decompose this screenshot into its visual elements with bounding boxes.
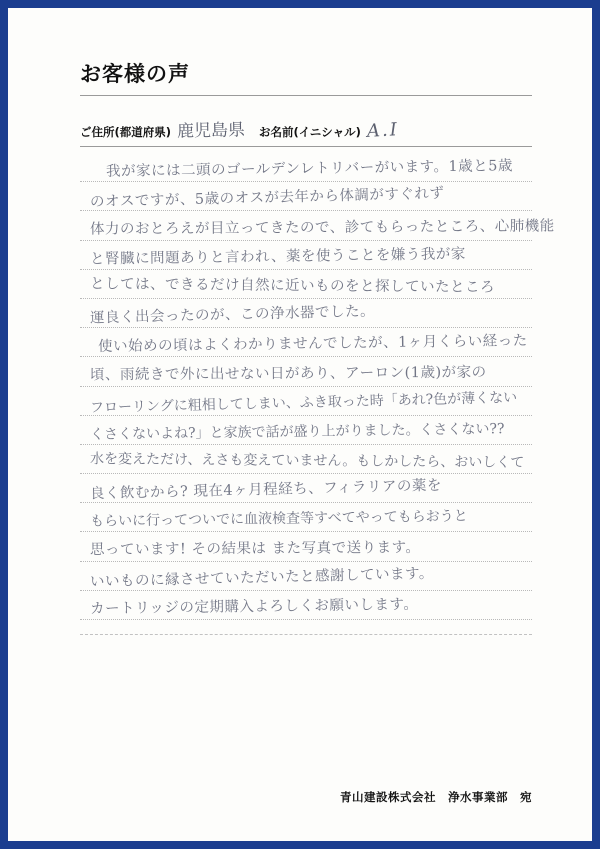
handwritten-line	[80, 270, 532, 299]
handwritten-line-text: いいものに縁させていただいたと感謝しています。	[89, 565, 435, 591]
handwritten-line	[80, 474, 532, 503]
handwritten-line-text: と腎臓に問題ありと言われ、薬を使うことを嫌う我が家	[89, 246, 466, 268]
address-value: 鹿児島県	[176, 120, 246, 142]
handwritten-line	[80, 591, 532, 620]
handwritten-line	[80, 357, 532, 386]
handwritten-line	[80, 445, 532, 474]
company-signature: 青山建設株式会社 浄水事業部 宛	[340, 790, 532, 804]
handwritten-line-text: もらいに行ってついでに血液検査等すべてやってもらおうと	[89, 508, 468, 531]
page-title: お客様の声	[80, 62, 190, 86]
title-divider	[80, 95, 532, 96]
handwritten-line	[80, 503, 532, 532]
name-field	[259, 120, 405, 142]
handwritten-line-text: 体力のおとろえが目立ってきたので、診てもらったところ、心肺機能	[89, 217, 555, 238]
handwritten-line	[80, 416, 532, 445]
signature-area	[80, 721, 532, 811]
fields-divider	[80, 146, 532, 147]
handwritten-line	[80, 241, 532, 270]
handwritten-line-text: としては、できるだけ自然に近いものをと探していたところ	[89, 276, 496, 296]
handwritten-line-text: 良く飲むから? 現在4ヶ月程経ち、フィラリアの薬を	[89, 477, 443, 503]
handwritten-body	[80, 153, 555, 673]
handwritten-line-text: フローリングに粗相してしまい、ふき取った時「あれ?色が薄くない	[89, 389, 518, 416]
handwritten-line	[80, 299, 532, 328]
name-label: お名前(イニシャル)	[259, 125, 361, 139]
handwritten-line-text: 水を変えただけ、えさも変えていません。もしかしたら、おいしくて	[89, 451, 525, 471]
handwritten-line-text: のオスですが、5歳のオスが去年から体調がすぐれず	[89, 186, 445, 211]
handwritten-line-text: くさくないよね?」と家族で話が盛り上がりました。くさくない??	[89, 420, 505, 443]
handwritten-line-text: 運良く出会ったのが、この浄水器でした。	[89, 303, 376, 327]
handwritten-line	[80, 328, 532, 357]
scanned-document-sheet	[8, 8, 592, 841]
handwritten-line	[80, 211, 555, 240]
handwritten-line-text: 使い始めの頃はよくわかりませんでしたが、1ヶ月くらい経った	[97, 333, 528, 356]
handwritten-line-text: カートリッジの定期購入よろしくお願いします。	[89, 596, 419, 618]
handwritten-line	[80, 153, 532, 182]
closing-divider	[80, 634, 532, 635]
handwritten-line-text: 思っています! その結果は また写真で送ります。	[89, 539, 421, 558]
handwritten-line-text: 我が家には二頭のゴールデンレトリバーがいます。1歳と5歳	[105, 158, 514, 181]
handwritten-line	[80, 532, 532, 561]
handwritten-line	[80, 182, 532, 211]
handwritten-line	[80, 387, 532, 416]
handwritten-line-text: 頃、雨続きで外に出せない日があり、アーロン(1歳)が家の	[89, 364, 487, 383]
form-fields	[80, 116, 532, 142]
handwritten-line	[80, 562, 532, 591]
address-field	[80, 116, 251, 142]
name-value: A.I	[366, 119, 400, 142]
document-content	[80, 48, 555, 804]
address-label: ご住所(都道府県)	[80, 125, 172, 139]
